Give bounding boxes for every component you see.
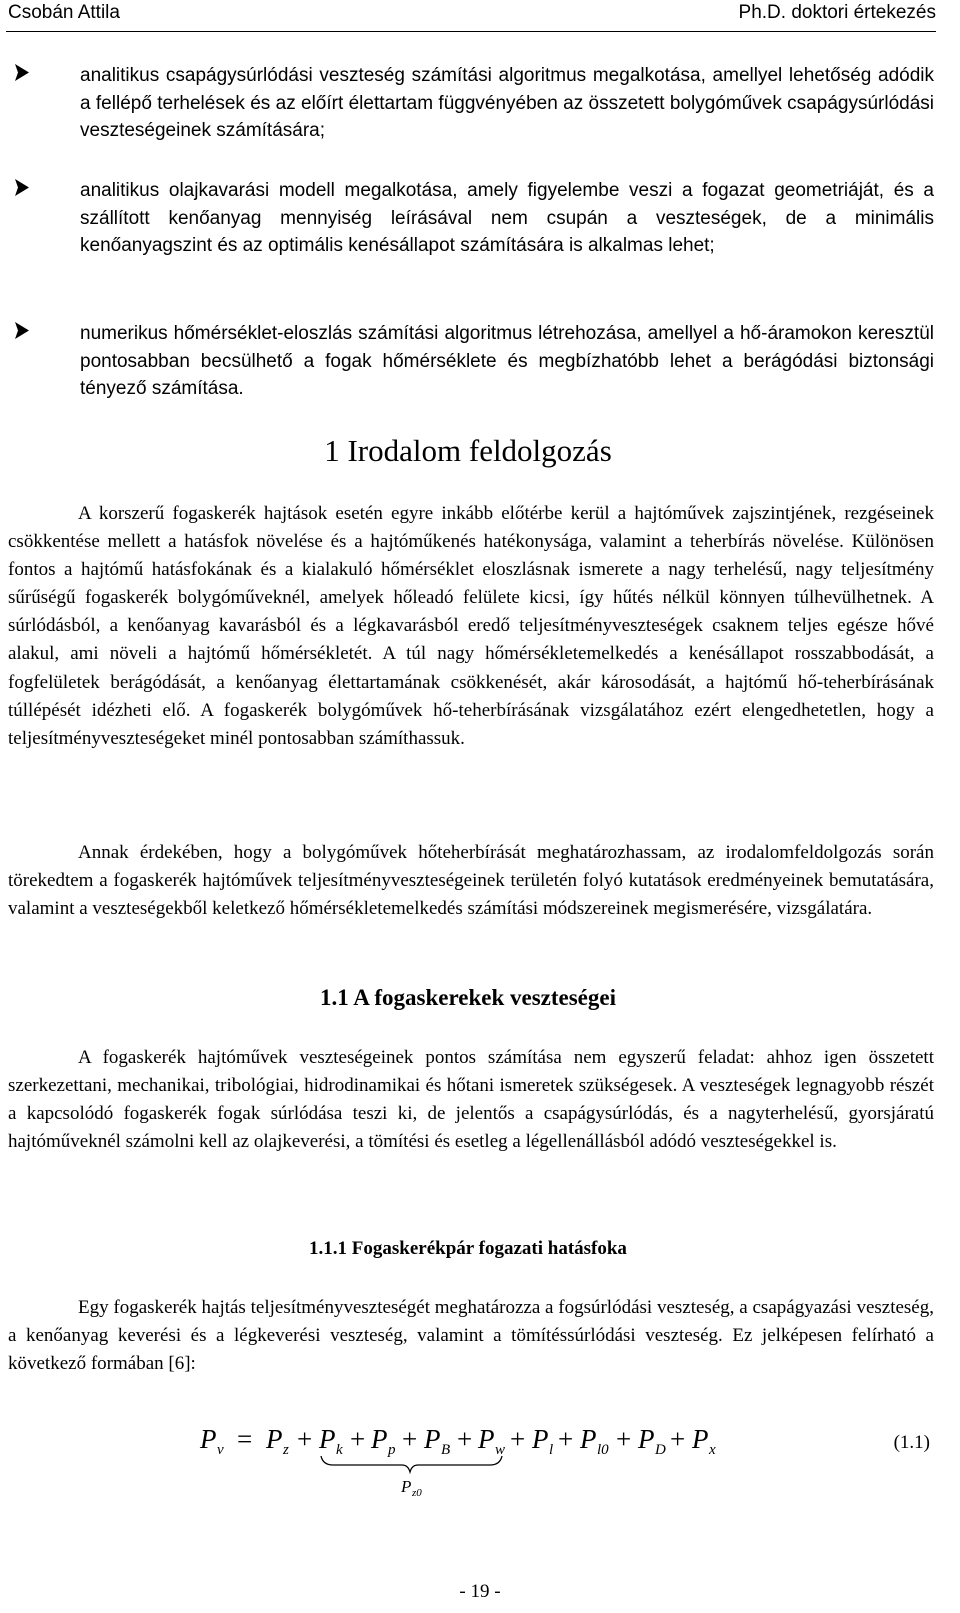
page-number: - 19 - [459, 1581, 501, 1602]
eq-term-sub: l [549, 1442, 554, 1458]
bullet-item [8, 62, 934, 145]
eq-plus: + [402, 1424, 418, 1454]
header-divider [6, 31, 936, 32]
eq-term-sub: w [495, 1442, 506, 1458]
eq-term-symbol: P [638, 1424, 655, 1454]
eq-term-sub: B [441, 1442, 451, 1458]
bullet-text: analitikus csapágysúrlódási veszteség számítási algoritmus megalkotása, amellyel lehetőség adódik a fellépő terhelések és az előírt élettartam függvényében az összetett bolygóművek csapágysúrlódási veszteségeinek számítására; [80, 65, 934, 141]
eq-term-symbol: P [319, 1424, 336, 1454]
eq-term-symbol: P [371, 1424, 388, 1454]
eq-plus: + [558, 1424, 574, 1454]
bullet-text: analitikus olajkavarási modell megalkotása, amely figyelembe veszi a fogazat geometriáját, és a szállított kenőanyag mennyiség leírásával nem csupán a veszteségek, de a minimális kenőanyagszint és az optimális kenésállapot számítására is alkalmas lehet; [80, 180, 934, 256]
eq-brace-label-sub: z0 [412, 1487, 422, 1498]
eq-plus: + [670, 1424, 686, 1454]
body-paragraph: A fogaskerék hajtóművek veszteségeinek pontos számítása nem egyszerű feladat: ahhoz igen összetett szerkezettani, mechanikai, tribológiai, hidrodinamikai és hőtani ismeretek szükségesek. A veszteségek legnagyobb részét a kapcsolódó fogaskerék fogak súrlódása teszi ki, de jelentős a csapágysúrlódás, és a nagyterhelésű, gyorsjáratú hajtóműveknél számolni kell az olajkeverési, a tömítési és esetleg a légellenállásból adódó veszteségekkel is. [8, 1047, 934, 1153]
body-paragraph: Egy fogaskerék hajtás teljesítményveszteségét meghatározza a fogsúrlódási veszteség, a csapágyazási veszteség, a kenőanyag keverési és a légkeverési veszteség, valamint a tömítéssúrlódási veszteség. Ez jelképesen felírható a következő formában [6]: [8, 1297, 934, 1375]
eq-term-symbol: P [424, 1424, 441, 1454]
arrowhead-bullet-icon [14, 178, 30, 197]
eq-plus: + [616, 1424, 632, 1454]
eq-term-sub: k [336, 1442, 343, 1458]
section-heading-1: 1 Irodalom feldolgozás [324, 433, 612, 468]
eq-term-sub: D [655, 1442, 666, 1458]
bullet-text: numerikus hőmérséklet-eloszlás számítási algoritmus létrehozása, amellyel a hő-áramokon keresztül pontosabban becsülhető a fogak hőmérséklete és megbízhatóbb lehet a berágódási biztonsági tényező számítása. [80, 323, 934, 399]
body-paragraph: A korszerű fogaskerék hajtások esetén egyre inkább előtérbe kerül a hajtóművek zajszintjének, rezgéseinek csökkentése mellett a hatásfok növelése és a hajtóműkenés hatékonysága, valamint a teherbírás növelése. Különösen fontos a hajtómű hatásfokának és a kialakuló hőmérséklet eloszlásnak ismerete a nagy terhelésű, nagy teljesítmény sűrűségű fogaskerék bolygóműveknél, amelyek hőleadó felülete kicsi, így hűtés nélkül könnyen túlhevülhetnek. A súrlódásból, a kenőanyag kavarásból és a légkavarásból eredő teljesítményveszteségek csaknem teljes egésze hővé alakul, ami növeli a hajtómű hőmérsékletét. A túl nagy hőmérsékletemelkedés a kenésállapot rosszabbodását, a fogfelületek berágódását, a kenőanyag élettartamának csökkenését, akár károsodását, a hajtómű hő-teherbírásának túllépését idézheti elő. A fogaskerék bolygóművek hő-teherbírásának vizsgálatához ezért elengedhetetlen, hogy a teljesítményveszteségeket minél pontosabban számíthassuk. [8, 503, 934, 749]
eq-term-symbol: P [266, 1424, 283, 1454]
eq-term-symbol: P [580, 1424, 597, 1454]
eq-lhs-sub: v [217, 1442, 224, 1458]
equation-number: (1.1) [893, 1432, 930, 1453]
eq-term-symbol: P [692, 1424, 709, 1454]
arrowhead-bullet-icon [14, 63, 30, 82]
eq-term-symbol: P [532, 1424, 549, 1454]
eq-lhs-symbol: P [200, 1424, 217, 1454]
eq-plus: + [457, 1424, 473, 1454]
section-heading-1-1: 1.1 A fogaskerekek veszteségei [320, 985, 616, 1010]
eq-term-symbol: P [478, 1424, 495, 1454]
body-paragraph: Annak érdekében, hogy a bolygóművek hőteherbírását meghatározhassam, az irodalomfeldolgozás során törekedtem a fogaskerék hajtóművek teljesítményveszteségeinek területén folyó kutatások eredményeinek bemutatására, valamint a veszteségekből keletkező hőmérsékletemelkedés számítási módszereinek megismerésére, vizsgálatára. [8, 842, 934, 920]
underbrace [321, 1456, 502, 1472]
eq-term-sub: z [283, 1442, 289, 1458]
arrowhead-bullet-icon [14, 321, 30, 340]
bullet-item [8, 320, 934, 403]
eq-plus: + [510, 1424, 526, 1454]
equation-1-1 [0, 1408, 960, 1498]
header-thesis-label: Ph.D. doktori értekezés [738, 2, 936, 23]
eq-plus: + [297, 1424, 313, 1454]
eq-term-sub: p [388, 1442, 396, 1458]
section-heading-1-1-1: 1.1.1 Fogaskerékpár fogazati hatásfoka [309, 1238, 627, 1259]
page-header [0, 0, 936, 33]
eq-brace-label-symbol: P [401, 1477, 412, 1496]
eq-plus: + [350, 1424, 366, 1454]
eq-term-sub: x [709, 1442, 716, 1458]
eq-equals: = [237, 1424, 253, 1454]
equation-formula [0, 1408, 960, 1498]
header-author: Csobán Attila [8, 2, 120, 23]
bullet-item [8, 177, 934, 260]
eq-term-sub: l0 [597, 1442, 609, 1458]
